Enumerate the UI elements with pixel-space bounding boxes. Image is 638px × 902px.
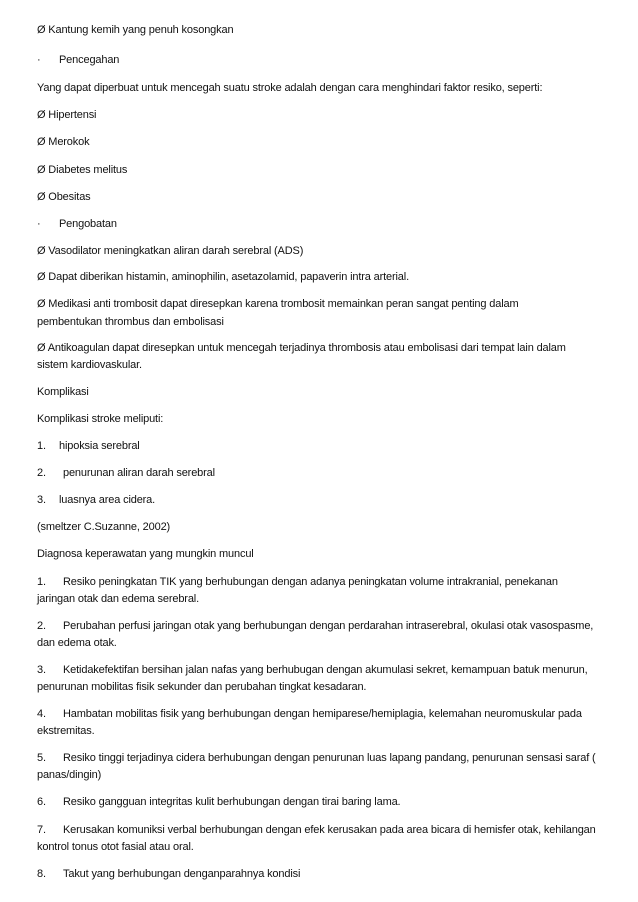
numbered-item bbox=[37, 466, 215, 480]
numbered-item-continuation: penurunan mobilitas fisik sekunder dan perubahan tingkat kesadaran. bbox=[37, 681, 367, 693]
numbered-item bbox=[37, 575, 558, 589]
numbered-item-continuation: jaringan otak dan edema serebral. bbox=[37, 593, 199, 605]
section-heading-komplikasi: Komplikasi bbox=[37, 386, 89, 398]
number-marker: 3. bbox=[37, 494, 46, 506]
number-marker: 2. bbox=[37, 467, 46, 479]
list-item: Ø Merokok bbox=[37, 136, 90, 148]
number-marker: 5. bbox=[37, 752, 46, 764]
number-marker: 6. bbox=[37, 796, 46, 808]
numbered-item bbox=[37, 663, 588, 677]
bullet-marker: · bbox=[37, 218, 41, 230]
numbered-item bbox=[37, 707, 582, 721]
numbered-item bbox=[37, 823, 596, 837]
citation: (smeltzer C.Suzanne, 2002) bbox=[37, 521, 171, 533]
list-item: Ø Diabetes melitus bbox=[37, 164, 128, 176]
item-text: Kerusakan komuniksi verbal berhubungan dengan efek kerusakan pada area bicara di hemisfer otak, kehilangan bbox=[63, 824, 596, 836]
numbered-item-continuation: dan edema otak. bbox=[37, 637, 117, 649]
numbered-item-continuation: ekstremitas. bbox=[37, 725, 95, 737]
section-heading-pencegahan bbox=[37, 53, 119, 67]
heading-text: Pencegahan bbox=[59, 54, 120, 66]
text-line: Ø Kantung kemih yang penuh kosongkan bbox=[37, 24, 234, 36]
list-item: Ø Vasodilator meningkatkan aliran darah serebral (ADS) bbox=[37, 245, 304, 257]
numbered-item bbox=[37, 439, 140, 453]
section-heading-diagnosa: Diagnosa keperawatan yang mungkin muncul bbox=[37, 548, 254, 560]
text-line: Komplikasi stroke meliputi: bbox=[37, 413, 164, 425]
number-marker: 3. bbox=[37, 664, 46, 676]
numbered-item-continuation: panas/dingin) bbox=[37, 769, 102, 781]
item-text: Takut yang berhubungan denganparahnya kondisi bbox=[63, 868, 301, 880]
item-text: penurunan aliran darah serebral bbox=[63, 467, 215, 479]
section-heading-pengobatan bbox=[37, 217, 117, 231]
item-text: Resiko peningkatan TIK yang berhubungan dengan adanya peningkatan volume intrakranial, penekanan bbox=[63, 576, 558, 588]
numbered-item bbox=[37, 867, 300, 881]
list-item-continuation: sistem kardiovaskular. bbox=[37, 359, 142, 371]
number-marker: 7. bbox=[37, 824, 46, 836]
item-text: hipoksia serebral bbox=[59, 440, 140, 452]
item-text: Ketidakefektifan bersihan jalan nafas yang berhubugan dengan akumulasi sekret, kemampuan batuk menurun, bbox=[63, 664, 588, 676]
list-item: Ø Hipertensi bbox=[37, 109, 97, 121]
number-marker: 2. bbox=[37, 620, 46, 632]
list-item-continuation: pembentukan thrombus dan embolisasi bbox=[37, 316, 224, 328]
number-marker: 1. bbox=[37, 576, 46, 588]
list-item: Ø Obesitas bbox=[37, 191, 91, 203]
numbered-item-continuation: kontrol tonus otot fasial atau oral. bbox=[37, 841, 194, 853]
item-text: Resiko tinggi terjadinya cidera berhubungan dengan penurunan luas lapang pandang, penurunan sensasi saraf ( bbox=[63, 752, 596, 764]
text-line: Yang dapat diperbuat untuk mencegah suatu stroke adalah dengan cara menghindari faktor resiko, seperti: bbox=[37, 82, 543, 94]
list-item: Ø Medikasi anti trombosit dapat diresepkan karena trombosit memainkan peran sangat penting dalam bbox=[37, 298, 519, 310]
item-text: Perubahan perfusi jaringan otak yang berhubungan dengan perdarahan intraserebral, okulasi otak vasospasme, bbox=[63, 620, 594, 632]
heading-text: Pengobatan bbox=[59, 218, 117, 230]
number-marker: 1. bbox=[37, 440, 46, 452]
item-text: luasnya area cidera. bbox=[59, 494, 156, 506]
number-marker: 8. bbox=[37, 868, 46, 880]
numbered-item bbox=[37, 751, 596, 765]
list-item: Ø Dapat diberikan histamin, aminophilin, asetazolamid, papaverin intra arterial. bbox=[37, 271, 409, 283]
item-text: Resiko gangguan integritas kulit berhubungan dengan tirai baring lama. bbox=[63, 796, 401, 808]
bullet-marker: · bbox=[37, 54, 41, 66]
numbered-item bbox=[37, 493, 155, 507]
numbered-item bbox=[37, 795, 400, 809]
item-text: Hambatan mobilitas fisik yang berhubungan dengan hemiparese/hemiplagia, kelemahan neuromuskular pada bbox=[63, 708, 582, 720]
number-marker: 4. bbox=[37, 708, 46, 720]
numbered-item bbox=[37, 619, 593, 633]
list-item: Ø Antikoagulan dapat diresepkan untuk mencegah terjadinya thrombosis atau embolisasi dari tempat lain dalam bbox=[37, 342, 566, 354]
